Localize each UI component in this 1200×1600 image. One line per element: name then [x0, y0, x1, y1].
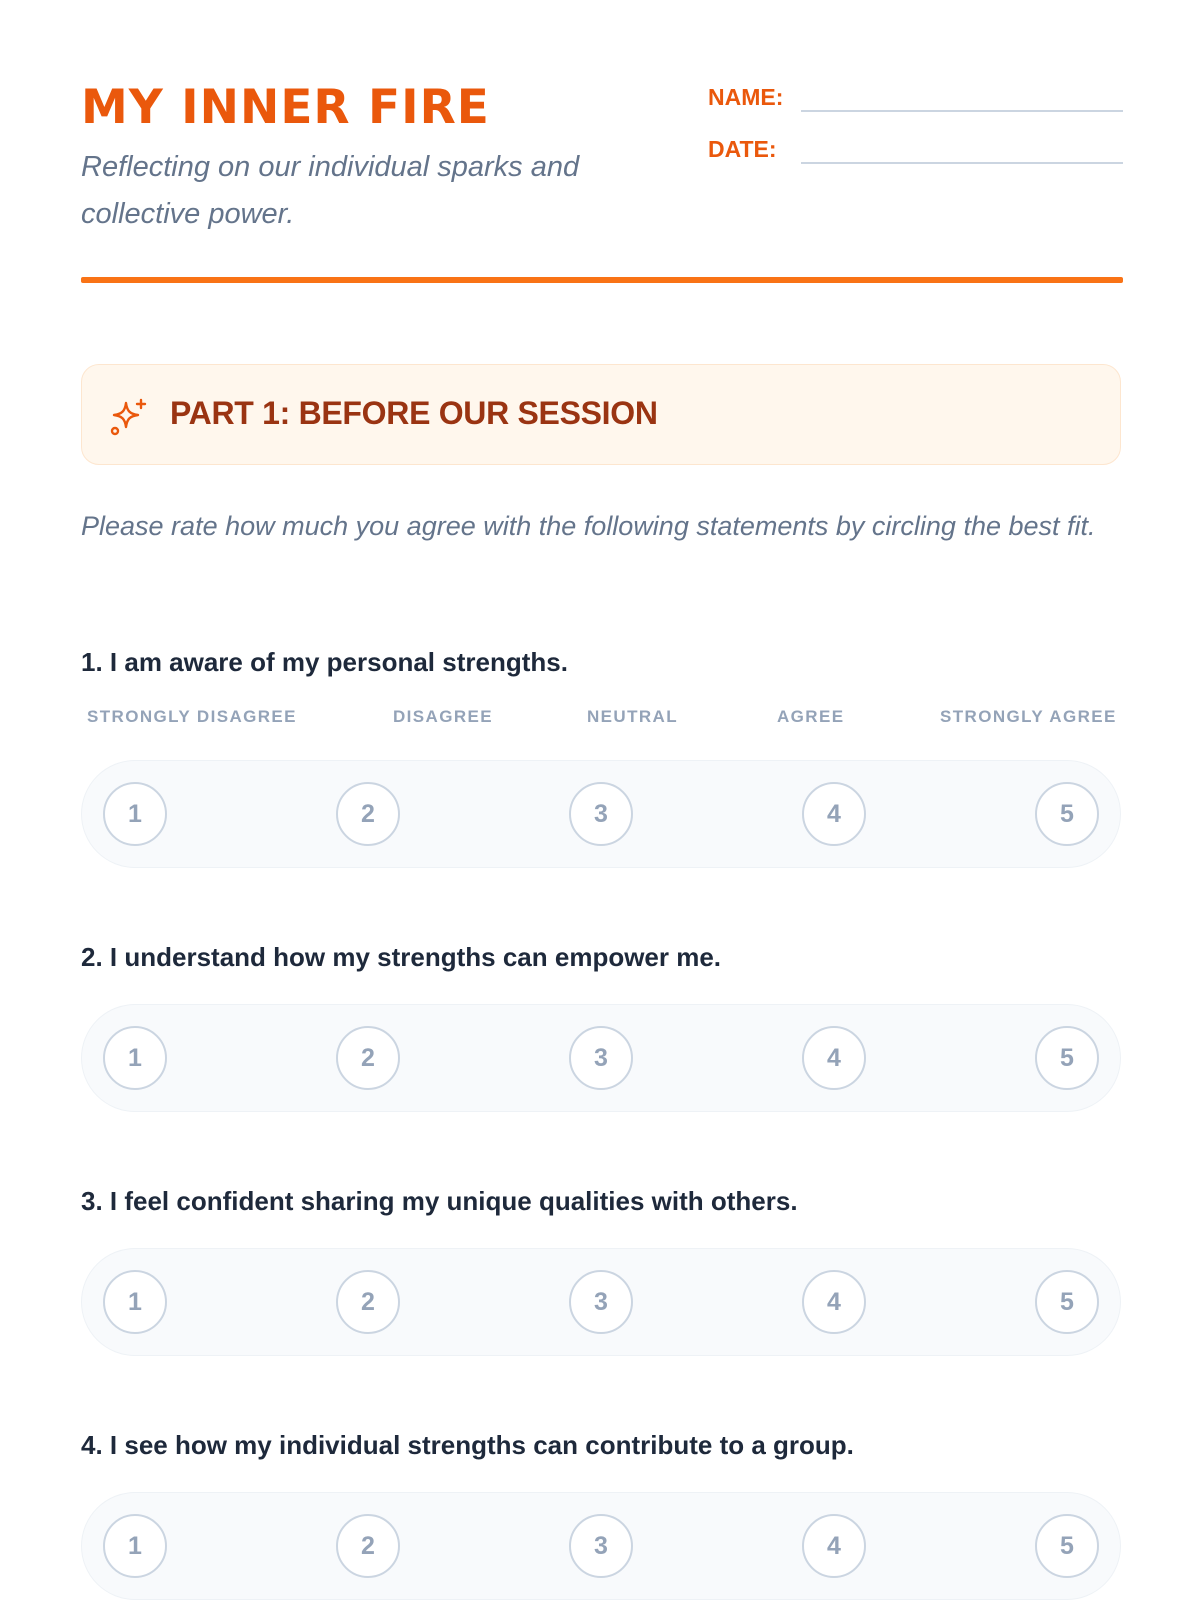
rating-option-5[interactable]: 5: [1035, 1514, 1099, 1578]
rating-option-1[interactable]: 1: [103, 1514, 167, 1578]
question-4: 4. I see how my individual strengths can contribute to a group.: [81, 1430, 854, 1460]
rating-option-4[interactable]: 4: [802, 1026, 866, 1090]
rating-option-5[interactable]: 5: [1035, 782, 1099, 846]
rating-option-2[interactable]: 2: [336, 782, 400, 846]
rating-option-1[interactable]: 1: [103, 1026, 167, 1090]
scale-label-disagree: DISAGREE: [393, 707, 493, 726]
rating-option-3[interactable]: 3: [569, 1270, 633, 1334]
rating-option-5[interactable]: 5: [1035, 1026, 1099, 1090]
rating-scale-2: [81, 1004, 1121, 1112]
question-1: 1. I am aware of my personal strengths.: [81, 647, 568, 677]
name-field[interactable]: [708, 80, 1123, 116]
rating-option-3[interactable]: 3: [569, 782, 633, 846]
rating-option-4[interactable]: 4: [802, 1514, 866, 1578]
rating-scale-4: [81, 1492, 1121, 1600]
scale-label-strongly-agree: STRONGLY AGREE: [940, 707, 1117, 726]
date-label: DATE:: [708, 136, 777, 162]
scale-labels: [81, 707, 1121, 731]
rating-option-2[interactable]: 2: [336, 1026, 400, 1090]
date-line[interactable]: [801, 162, 1123, 164]
rating-option-2[interactable]: 2: [336, 1270, 400, 1334]
rating-scale-1: [81, 760, 1121, 868]
name-label: NAME:: [708, 84, 784, 110]
question-3: 3. I feel confident sharing my unique qualities with others.: [81, 1186, 798, 1216]
header-divider: [81, 277, 1123, 283]
section-banner: [81, 364, 1121, 465]
instructions-text: Please rate how much you agree with the following statements by circling the best fit.: [81, 511, 1096, 541]
rating-option-5[interactable]: 5: [1035, 1270, 1099, 1334]
rating-option-2[interactable]: 2: [336, 1514, 400, 1578]
rating-scale-3: [81, 1248, 1121, 1356]
worksheet-title: MY INNER FIRE: [81, 80, 490, 135]
name-line[interactable]: [801, 110, 1123, 112]
rating-option-1[interactable]: 1: [103, 782, 167, 846]
section-title: PART 1: BEFORE OUR SESSION: [170, 395, 658, 431]
scale-label-neutral: NEUTRAL: [587, 707, 679, 726]
rating-option-3[interactable]: 3: [569, 1514, 633, 1578]
scale-label-agree: AGREE: [777, 707, 845, 726]
worksheet-subtitle: Reflecting on our individual sparks and collective power.: [81, 151, 580, 230]
date-field[interactable]: [708, 132, 1123, 168]
scale-label-strongly-disagree: STRONGLY DISAGREE: [87, 707, 297, 726]
rating-option-1[interactable]: 1: [103, 1270, 167, 1334]
question-2: 2. I understand how my strengths can empower me.: [81, 942, 722, 972]
rating-option-4[interactable]: 4: [802, 782, 866, 846]
rating-option-3[interactable]: 3: [569, 1026, 633, 1090]
rating-option-4[interactable]: 4: [802, 1270, 866, 1334]
sparkles-icon: [109, 397, 149, 437]
